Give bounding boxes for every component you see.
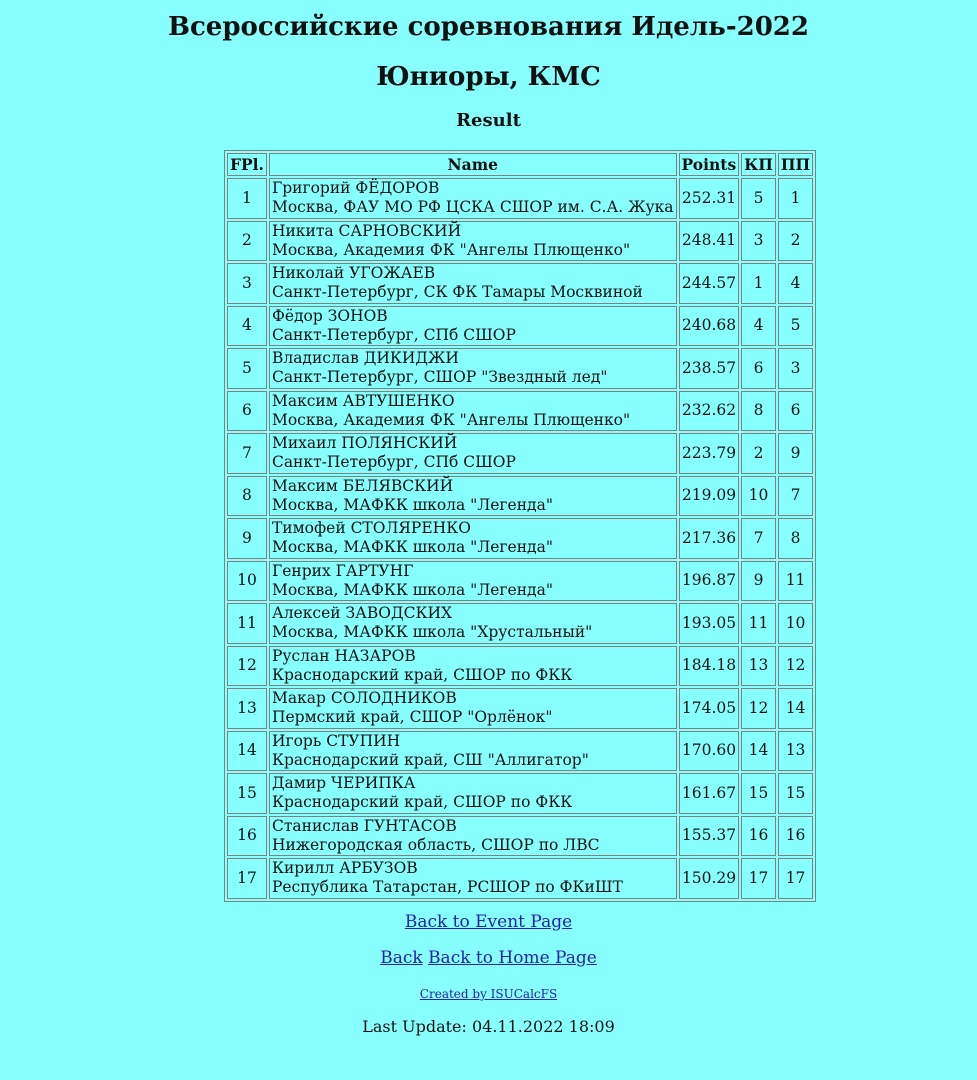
cell-place: 16 — [227, 816, 267, 857]
cell-points: 170.60 — [679, 731, 740, 772]
cell-kp: 3 — [741, 221, 776, 262]
header-pp: ПП — [778, 153, 813, 176]
cell-place: 12 — [227, 646, 267, 687]
table-row — [227, 603, 813, 644]
athlete-name: Руслан НАЗАРОВ — [271, 646, 416, 665]
header-place: FPl. — [227, 153, 267, 176]
category-title: Юниоры, КМС — [376, 62, 601, 92]
cell-kp: 9 — [741, 561, 776, 602]
cell-kp: 11 — [741, 603, 776, 644]
cell-pp: 10 — [778, 603, 813, 644]
home-link-line — [0, 948, 977, 968]
last-update: Last Update: 04.11.2022 18:09 — [362, 1017, 615, 1036]
cell-name — [269, 688, 677, 729]
table-row — [227, 646, 813, 687]
cell-points: 223.79 — [679, 433, 740, 474]
athlete-name: Максим АВТУШЕНКО — [271, 391, 455, 410]
cell-kp: 13 — [741, 646, 776, 687]
athlete-name: Владислав ДИКИДЖИ — [271, 349, 459, 368]
cell-place: 11 — [227, 603, 267, 644]
cell-place: 14 — [227, 731, 267, 772]
cell-name — [269, 773, 677, 814]
athlete-name: Никита САРНОВСКИЙ — [271, 221, 462, 240]
back-to-event-link[interactable]: Back to Event Page — [404, 912, 573, 932]
cell-name — [269, 731, 677, 772]
cell-kp: 5 — [741, 178, 776, 219]
section-title: Result — [456, 110, 521, 131]
cell-name — [269, 391, 677, 432]
cell-pp: 17 — [778, 858, 813, 899]
cell-points: 252.31 — [679, 178, 740, 219]
cell-name — [269, 816, 677, 857]
cell-points: 232.62 — [679, 391, 740, 432]
athlete-name: Григорий ФЁДОРОВ — [271, 179, 440, 198]
header-points: Points — [679, 153, 740, 176]
cell-name — [269, 221, 677, 262]
cell-name — [269, 433, 677, 474]
athlete-club: Москва, МАФКК школа "Легенда" — [271, 580, 553, 599]
cell-points: 150.29 — [679, 858, 740, 899]
cell-name — [269, 518, 677, 559]
created-by-link[interactable]: Created by ISUCalcFS — [419, 987, 558, 1001]
cell-points: 219.09 — [679, 476, 740, 517]
cell-kp: 16 — [741, 816, 776, 857]
cell-name — [269, 306, 677, 347]
athlete-name: Станислав ГУНТАСОВ — [271, 816, 457, 835]
table-row — [227, 348, 813, 389]
athlete-club: Республика Татарстан, РСШОР по ФКиШТ — [271, 878, 623, 897]
created-by-line — [0, 987, 977, 1001]
table-row — [227, 476, 813, 517]
back-link[interactable]: Back — [380, 948, 423, 968]
athlete-name: Тимофей СТОЛЯРЕНКО — [271, 519, 471, 538]
table-row — [227, 178, 813, 219]
cell-pp: 9 — [778, 433, 813, 474]
cell-name — [269, 476, 677, 517]
athlete-club: Москва, МАФКК школа "Легенда" — [271, 538, 553, 557]
athlete-name: Дамир ЧЕРИПКА — [271, 774, 416, 793]
cell-place: 13 — [227, 688, 267, 729]
table-row — [227, 306, 813, 347]
table-row — [227, 263, 813, 304]
table-row — [227, 221, 813, 262]
cell-name — [269, 178, 677, 219]
athlete-name: Фёдор ЗОНОВ — [271, 306, 388, 325]
results-table — [224, 150, 816, 902]
cell-place: 17 — [227, 858, 267, 899]
table-row — [227, 391, 813, 432]
cell-place: 10 — [227, 561, 267, 602]
table-row — [227, 688, 813, 729]
athlete-club: Москва, ФАУ МО РФ ЦСКА СШОР им. С.А. Жука — [271, 198, 674, 217]
cell-pp: 4 — [778, 263, 813, 304]
cell-name — [269, 603, 677, 644]
athlete-name: Кирилл АРБУЗОВ — [271, 859, 418, 878]
athlete-club: Краснодарский край, СШОР по ФКК — [271, 665, 573, 684]
table-row — [227, 561, 813, 602]
cell-pp: 5 — [778, 306, 813, 347]
cell-name — [269, 561, 677, 602]
page-title: Всероссийские соревнования Идель-2022 — [168, 12, 809, 42]
cell-name — [269, 858, 677, 899]
cell-points: 238.57 — [679, 348, 740, 389]
cell-pp: 13 — [778, 731, 813, 772]
cell-kp: 7 — [741, 518, 776, 559]
cell-pp: 15 — [778, 773, 813, 814]
athlete-name: Генрих ГАРТУНГ — [271, 561, 414, 580]
table-row — [227, 773, 813, 814]
cell-pp: 1 — [778, 178, 813, 219]
athlete-name: Макар СОЛОДНИКОВ — [271, 689, 457, 708]
cell-points: 184.18 — [679, 646, 740, 687]
cell-kp: 12 — [741, 688, 776, 729]
cell-kp: 2 — [741, 433, 776, 474]
athlete-club: Краснодарский край, СШОР по ФКК — [271, 793, 573, 812]
cell-kp: 14 — [741, 731, 776, 772]
cell-pp: 6 — [778, 391, 813, 432]
athlete-club: Санкт-Петербург, СПб СШОР — [271, 325, 516, 344]
event-link-line — [0, 912, 977, 932]
cell-kp: 8 — [741, 391, 776, 432]
table-header-row — [227, 153, 813, 176]
athlete-club: Пермский край, СШОР "Орлёнок" — [271, 708, 553, 727]
athlete-club: Москва, МАФКК школа "Легенда" — [271, 495, 553, 514]
cell-points: 155.37 — [679, 816, 740, 857]
cell-kp: 1 — [741, 263, 776, 304]
cell-place: 1 — [227, 178, 267, 219]
cell-pp: 2 — [778, 221, 813, 262]
cell-place: 2 — [227, 221, 267, 262]
cell-points: 248.41 — [679, 221, 740, 262]
athlete-name: Максим БЕЛЯВСКИЙ — [271, 476, 454, 495]
athlete-club: Москва, Академия ФК "Ангелы Плющенко" — [271, 240, 631, 259]
cell-place: 5 — [227, 348, 267, 389]
athlete-name: Николай УГОЖАЕВ — [271, 264, 436, 283]
cell-points: 196.87 — [679, 561, 740, 602]
cell-points: 240.68 — [679, 306, 740, 347]
athlete-name: Игорь СТУПИН — [271, 731, 401, 750]
athlete-club: Краснодарский край, СШ "Аллигатор" — [271, 750, 589, 769]
athlete-name: Михаил ПОЛЯНСКИЙ — [271, 434, 458, 453]
cell-name — [269, 348, 677, 389]
athlete-name: Алексей ЗАВОДСКИХ — [271, 604, 453, 623]
table-row — [227, 816, 813, 857]
athlete-club: Санкт-Петербург, СПб СШОР — [271, 453, 516, 472]
cell-kp: 15 — [741, 773, 776, 814]
cell-kp: 4 — [741, 306, 776, 347]
cell-kp: 10 — [741, 476, 776, 517]
table-row — [227, 433, 813, 474]
cell-place: 8 — [227, 476, 267, 517]
athlete-club: Санкт-Петербург, СК ФК Тамары Москвиной — [271, 283, 643, 302]
cell-pp: 3 — [778, 348, 813, 389]
cell-kp: 6 — [741, 348, 776, 389]
cell-kp: 17 — [741, 858, 776, 899]
cell-pp: 16 — [778, 816, 813, 857]
athlete-club: Санкт-Петербург, СШОР "Звездный лед" — [271, 368, 608, 387]
cell-name — [269, 263, 677, 304]
header-kp: КП — [741, 153, 776, 176]
cell-pp: 14 — [778, 688, 813, 729]
cell-name — [269, 646, 677, 687]
cell-place: 9 — [227, 518, 267, 559]
cell-place: 15 — [227, 773, 267, 814]
cell-pp: 12 — [778, 646, 813, 687]
cell-points: 161.67 — [679, 773, 740, 814]
cell-place: 6 — [227, 391, 267, 432]
cell-points: 217.36 — [679, 518, 740, 559]
header-name: Name — [269, 153, 677, 176]
back-to-home-link[interactable]: Back to Home Page — [428, 948, 597, 968]
athlete-club: Нижегородская область, СШОР по ЛВС — [271, 835, 600, 854]
cell-pp: 11 — [778, 561, 813, 602]
athlete-club: Москва, Академия ФК "Ангелы Плющенко" — [271, 410, 631, 429]
cell-place: 3 — [227, 263, 267, 304]
table-row — [227, 858, 813, 899]
cell-points: 193.05 — [679, 603, 740, 644]
cell-pp: 7 — [778, 476, 813, 517]
cell-place: 7 — [227, 433, 267, 474]
table-row — [227, 731, 813, 772]
cell-points: 244.57 — [679, 263, 740, 304]
table-row — [227, 518, 813, 559]
cell-place: 4 — [227, 306, 267, 347]
athlete-club: Москва, МАФКК школа "Хрустальный" — [271, 623, 593, 642]
cell-points: 174.05 — [679, 688, 740, 729]
cell-pp: 8 — [778, 518, 813, 559]
